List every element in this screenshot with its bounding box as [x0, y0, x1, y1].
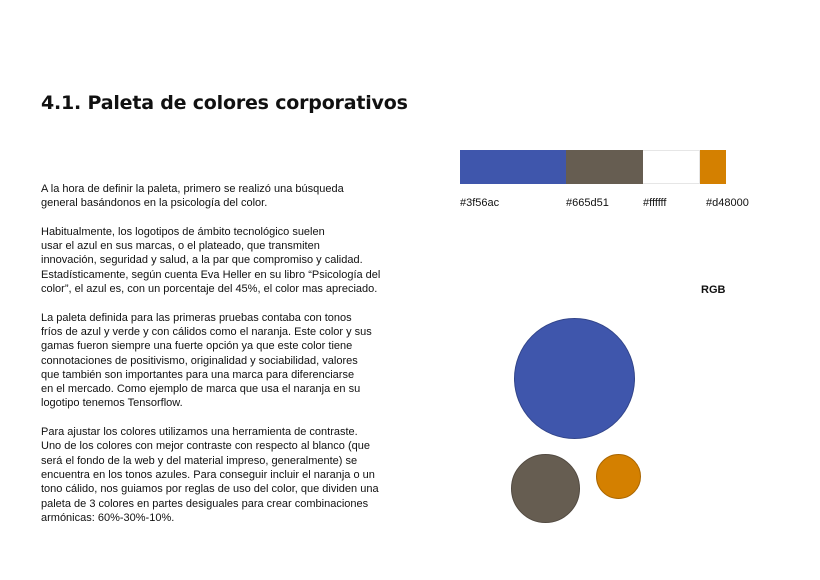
palette-swatch-blue — [460, 150, 566, 184]
palette-swatch-white — [643, 150, 700, 184]
circle-blue — [514, 318, 635, 439]
text-line: Habitualmente, los logotipos de ámbito tecnológico suelen — [41, 225, 325, 238]
circle-brown — [511, 454, 580, 523]
rgb-label: RGB — [701, 284, 726, 296]
text-line: paleta de 3 colores en partes desiguales para crear combinaciones — [41, 497, 369, 510]
text-line: A la hora de definir la paleta, primero se realizó una búsqueda — [41, 183, 344, 195]
hex-label-brown: #665d51 — [566, 197, 609, 209]
palette-swatch-brown — [566, 150, 643, 184]
text-line: será el fondo de la web y del material impreso, generalmente) se — [41, 454, 358, 467]
text-line: general basándonos en la psicología del color. — [41, 197, 268, 210]
text-line: encuentra en los tonos azules. Para conseguir incluir el naranja o un — [41, 468, 375, 481]
text-line: Estadísticamente, según cuenta Eva Heller en su libro “Psicología del — [41, 268, 381, 281]
text-line: logotipo tenemos Tensorflow. — [41, 397, 183, 410]
hex-label-orange: #d48000 — [706, 197, 749, 209]
paragraph-contrast — [41, 425, 411, 525]
text-line: Uno de los colores con mejor contraste con respecto al blanco (que — [41, 440, 370, 453]
paragraph-intro — [41, 182, 411, 211]
text-line: armónicas: 60%-30%-10%. — [41, 511, 175, 524]
text-line: usar el azul en sus marcas, o el plateado, que transmiten — [41, 240, 320, 253]
hex-label-blue: #3f56ac — [460, 197, 500, 209]
text-line: innovación, seguridad y salud, a la par que compromiso y calidad. — [41, 254, 363, 267]
text-line: que también son importantes para una marca para diferenciarse — [41, 368, 355, 381]
page-title: 4.1. Paleta de colores corporativos — [41, 92, 408, 114]
text-line: color”, el azul es, con un porcentaje del 45%, el color mas apreciado. — [41, 283, 378, 296]
text-line: gamas fueron siempre una fuerte opción ya que este color tiene — [41, 340, 353, 353]
text-line: tono cálido, nos guiamos por reglas de uso del color, que dividen una — [41, 483, 379, 496]
palette-swatch-orange — [700, 150, 726, 184]
paragraph-psychology — [41, 225, 411, 296]
text-line: en el mercado. Como ejemplo de marca que usa el naranja en su — [41, 383, 361, 396]
text-line: fríos de azul y verde y con cálidos como el naranja. Este color y sus — [41, 325, 372, 338]
text-line: La paleta definida para las primeras pruebas contaba con tonos — [41, 311, 352, 324]
circle-orange — [596, 454, 641, 499]
body-text — [41, 182, 411, 539]
hex-label-white: #ffffff — [643, 197, 667, 209]
text-line: connotaciones de positivismo, originalidad y sociabilidad, valores — [41, 354, 358, 367]
text-line: Para ajustar los colores utilizamos una herramienta de contraste. — [41, 426, 358, 439]
paragraph-palette — [41, 311, 411, 411]
